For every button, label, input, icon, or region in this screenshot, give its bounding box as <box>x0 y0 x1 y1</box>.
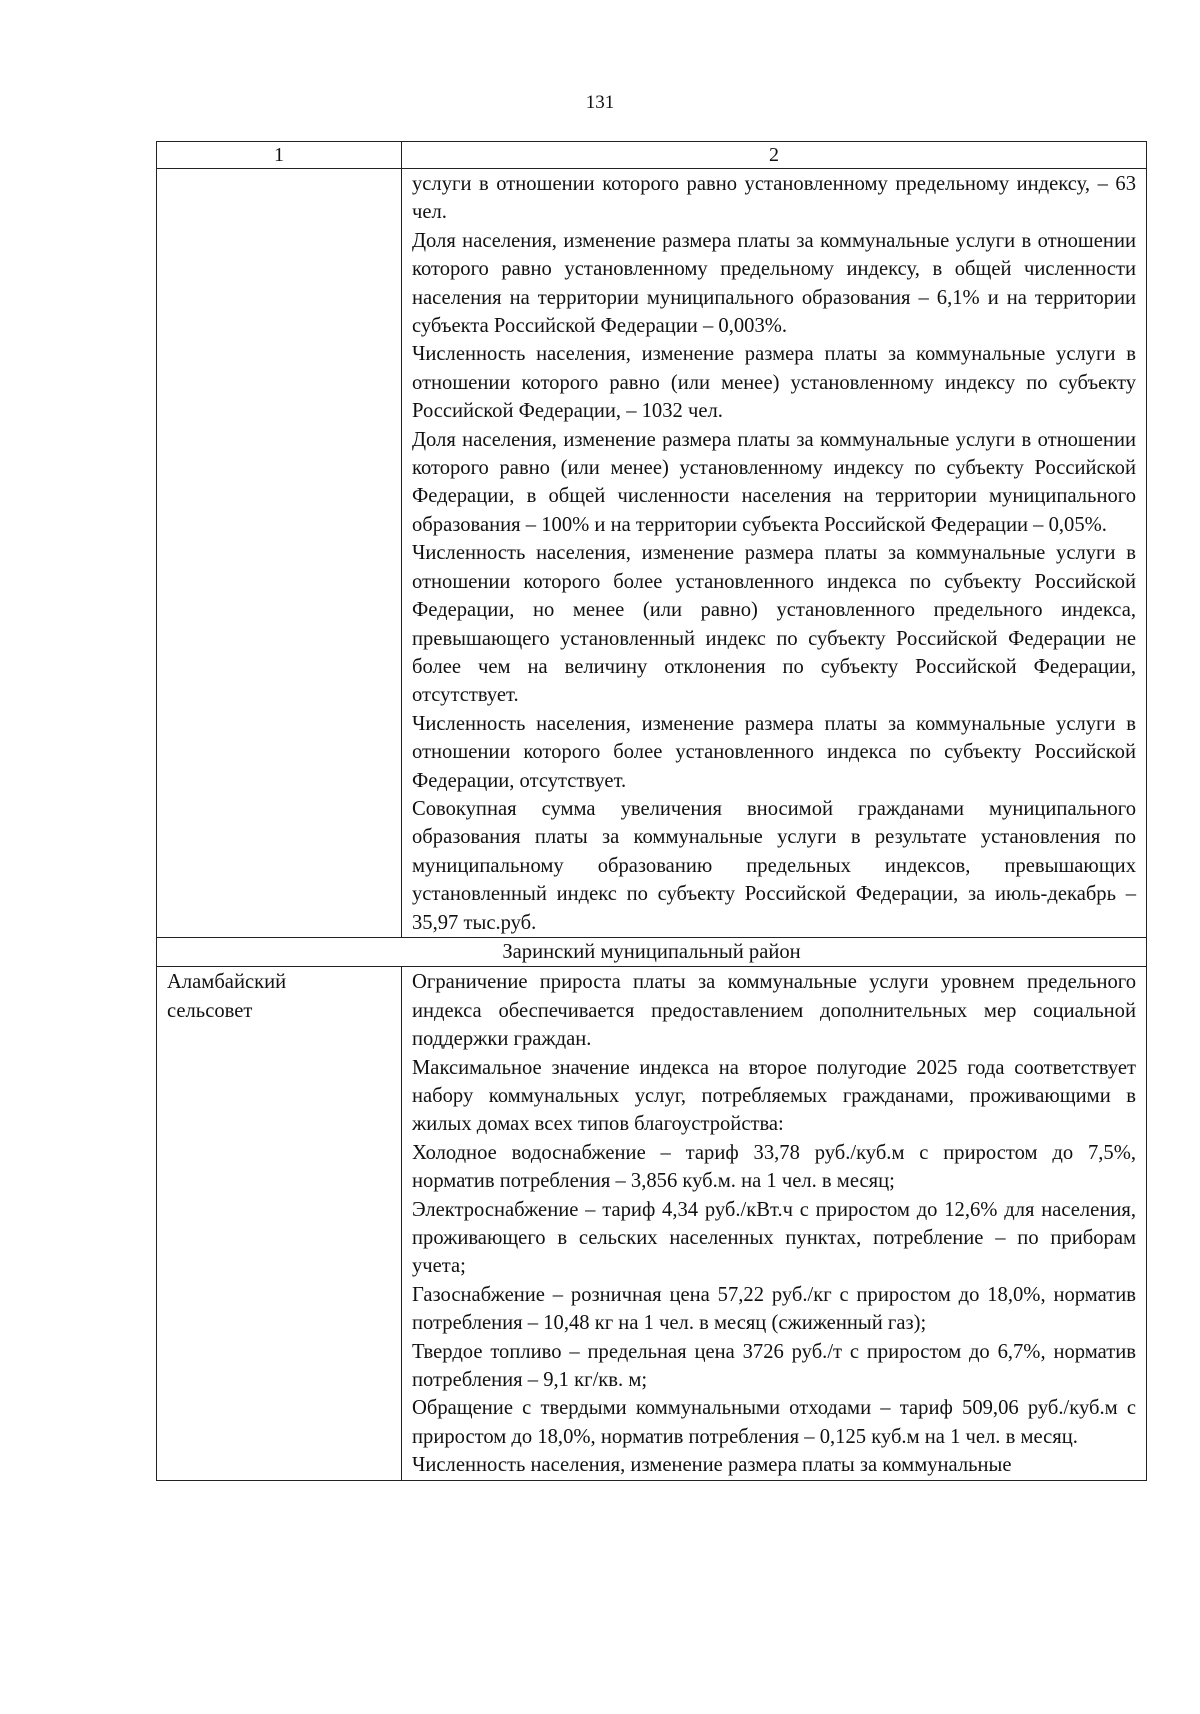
paragraph: Численность населения, изменение размера платы за коммунальные услуги в отношении которого равно (или менее) установленному индексу по субъекту Российской Федерации, – 1032 чел. <box>412 343 1136 423</box>
paragraph: Твердое топливо – предельная цена 3726 руб./т с приростом до 6,7%, норматив потребления – 9,1 кг/кв. м; <box>412 1340 1136 1392</box>
paragraph: Доля населения, изменение размера платы за коммунальные услуги в отношении которого равно установленному предельному индексу, в общей численности населения на территории муниципального образования – 6,1% и на территории субъекта Российской Федерации – 0,003%. <box>412 229 1136 338</box>
empty-name-cell <box>157 169 402 938</box>
paragraph: Ограничение прироста платы за коммунальные услуги уровнем предельного индекса обеспечивается предоставлением дополнительных мер социальной поддержки граждан. <box>412 971 1136 1051</box>
paragraph: Газоснабжение – розничная цена 57,22 руб./кг с приростом до 18,0%, норматив потребления – 10,48 кг на 1 чел. в месяц (сжиженный газ); <box>412 1283 1136 1335</box>
paragraph: Численность населения, изменение размера платы за коммунальные услуги в отношении которого более установленного индекса по субъекту Российской Федерации, но менее (или равно) установленного предельного индекса, превышающего установленный индекс по субъекту Российской Федерации не более чем на величину отклонения по субъекту Российской Федерации, отсутствует. <box>412 542 1136 707</box>
section-title-row <box>157 937 1147 966</box>
paragraph: Максимальное значение индекса на второе полугодие 2025 года соответствует набору коммунальных услуг, потребляемых гражданами, проживающими в жилых домах всех типов благоустройства: <box>412 1056 1136 1136</box>
municipality-name-line: Аламбайский <box>167 971 287 994</box>
municipality-name-line: сельсовет <box>167 999 253 1022</box>
paragraph: Электроснабжение – тариф 4,34 руб./кВт.ч с приростом до 12,6% для населения, проживающего в сельских населенных пунктах, потребление – по приборам учета; <box>412 1198 1136 1278</box>
table-header-row <box>157 142 1147 169</box>
column-number-2: 2 <box>402 142 1147 169</box>
page-number: 131 <box>585 92 615 113</box>
column-number-1: 1 <box>157 142 402 169</box>
table-row-continued <box>157 169 1147 938</box>
paragraph: Холодное водоснабжение – тариф 33,78 руб./куб.м с приростом до 7,5%, норматив потребления – 3,856 куб.м. на 1 чел. в месяц; <box>412 1141 1136 1193</box>
paragraph: Численность населения, изменение размера платы за коммунальные <box>412 1454 1012 1477</box>
paragraph: Численность населения, изменение размера платы за коммунальные услуги в отношении которого более установленного индекса по субъекту Российской Федерации, отсутствует. <box>412 712 1136 792</box>
document-table <box>156 141 1147 1481</box>
municipality-name-cell <box>157 967 402 1480</box>
paragraph: услуги в отношении которого равно установленному предельному индексу, – 63 чел. <box>412 173 1136 224</box>
paragraph: Обращение с твердыми коммунальными отходами – тариф 509,06 руб./куб.м с приростом до 18,0%, норматив потребления – 0,125 куб.м на 1 чел. в месяц. <box>412 1397 1136 1448</box>
table-row-entry <box>157 967 1147 1480</box>
paragraph: Совокупная сумма увеличения вносимой гражданами муниципального образования платы за коммунальные услуги в результате установления по муниципальному образованию предельных индексов, превышающих установленный индекс по субъекту Российской Федерации, за июль-декабрь – 35,97 тыс.руб. <box>412 797 1136 934</box>
entry-content-cell <box>402 967 1147 1480</box>
paragraph: Доля населения, изменение размера платы за коммунальные услуги в отношении которого равно (или менее) установленному индексу по субъекту Российской Федерации, в общей численности населения на территории муниципального образования – 100% и на территории субъекта Российской Федерации – 0,05%. <box>412 428 1136 536</box>
continued-content-cell <box>402 169 1147 938</box>
section-title: Заринский муниципальный район <box>157 937 1147 966</box>
